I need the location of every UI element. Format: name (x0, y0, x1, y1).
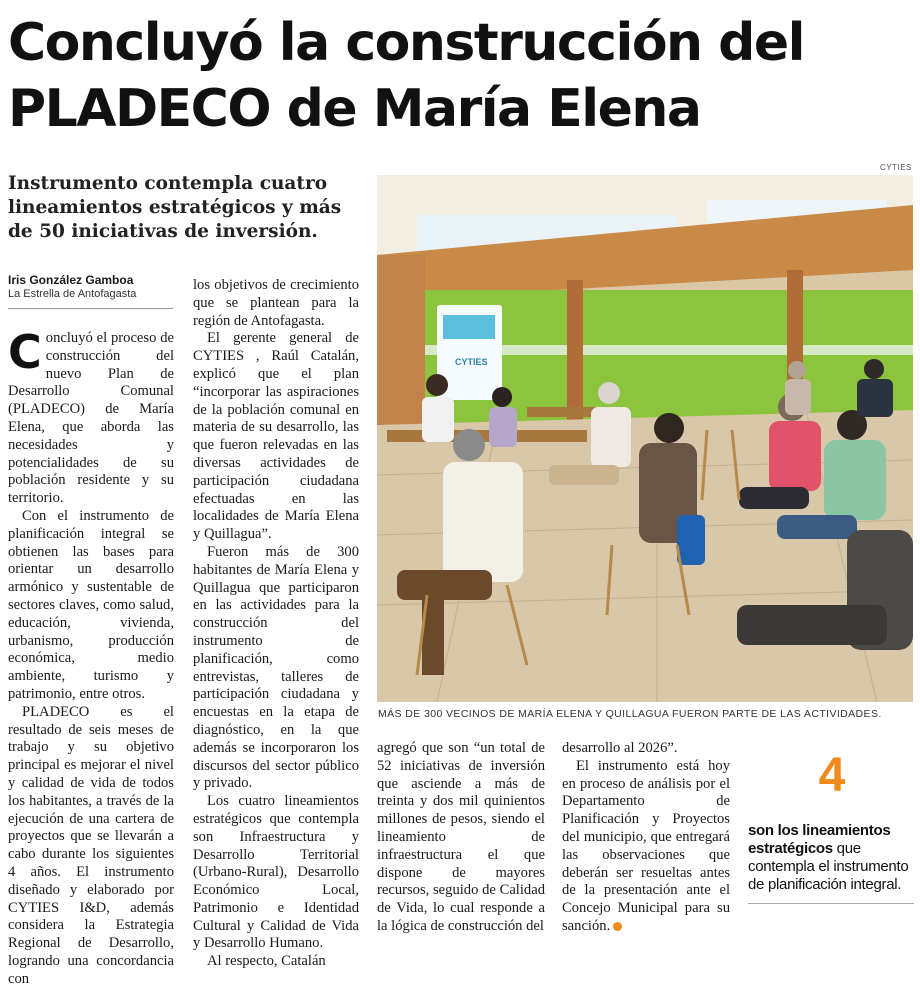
meeting-photo-illustration (377, 175, 913, 702)
stat-bold-text: son los lineamientos estratégicos (748, 822, 891, 857)
paragraph-6: Los cuatro lineamientos estratégicos que contempla son Infraestructura y Desarrollo Territorial (Urbano-Rural), Desarrollo Económico Local, Patrimonio e Identidad Cultural y Calidad de Vida y Desarrollo Humano. (193, 793, 359, 952)
photo-credit: CYTIES (880, 163, 912, 172)
headline-line-1: Concluyó la construcción del (8, 13, 804, 73)
paragraph-4: El gerente general de CYTIES , Raúl Catalán, explicó que el plan “incorporar las aspiraciones de la población comunal en materia de su desarrollo, las que fueron relevadas en las diversas actividades de participación ciudadana efectuadas en las localidades de María Elena y Quillagua”. (193, 330, 359, 543)
stat-divider (748, 903, 914, 904)
paragraph-3-continued: los objetivos de crecimiento que se plantean para la región de Antofagasta. (193, 277, 359, 329)
headline (8, 10, 913, 142)
photo-caption: MÁS DE 300 VECINOS DE MARÍA ELENA Y QUILLAGUA FUERON PARTE DE LAS ACTIVIDADES. (378, 708, 882, 720)
article-column-1 (8, 325, 174, 988)
paragraph-7: Al respecto, Catalán (207, 953, 326, 970)
byline (8, 273, 178, 301)
headline-line-2: PLADECO de María Elena (8, 79, 701, 139)
stat-description (748, 822, 916, 894)
drop-cap: C (8, 325, 42, 379)
subheadline: Instrumento contempla cuatro lineamientos estratégicos y más de 50 iniciativas de inversión. (8, 173, 342, 242)
lead-paragraph (8, 325, 174, 508)
paragraph-7-continued: agregó que son “un total de 52 iniciativas de inversión que asciende a más de treinta y dos mil quinientos millones de pesos, siendo el lineamiento de infraestructura el que dispone de mayores recursos, seguido de Calidad de Vida, lo cual responde a la lógica de construcción del (377, 740, 545, 934)
paragraph-3: PLADECO es el resultado de seis meses de trabajo y su objetivo principal es mejorar el nivel y calidad de vida de todos los habitantes, a través de la ejecución de una cartera de proyectos que se llevarán a cabo durante los siguientes 4 años. El instrumento diseñado y elaborado por CYTIES I&D, además considera la Estrategia Regional de Desarrollo, logrando una concordancia con (8, 703, 174, 987)
banner-text: CYTIES (455, 357, 488, 367)
paragraph-8-text: El instrumento está hoy en proceso de análisis por el Departamento de Planificación y Proyectos del municipio, que entregará las observaciones que deberán ser resueltas antes de la presentación ante el Concejo Municipal para su sanción. (562, 757, 730, 934)
article-column-4 (562, 740, 730, 936)
lead-paragraph-text: oncluyó el proceso de construcción del nuevo Plan de Desarrollo Comunal (PLADECO) de María Elena, que aborda las necesidades y potencialidades de su población residente y su territorio. (8, 330, 174, 507)
paragraph-5: Fueron más de 300 habitantes de María Elena y Quillagua que participaron en las actividades para la construcción del instrumento de planificación, como entrevistas, talleres de participación ciudadana y encuestas en la etapa de diagnóstico, en la que además se incorporaron los discursos del sector público y privado. (193, 543, 359, 792)
stat-number: 4 (818, 749, 846, 802)
author-name: Iris González Gamboa (8, 273, 134, 287)
byline-divider (8, 308, 173, 309)
article-column-3 (377, 740, 545, 936)
paragraph-8 (562, 758, 730, 936)
paragraph-2: Con el instrumento de planificación integral se obtienen las bases para orientar un desarrollo armónico y sustentable de sectores claves, como salud, educación, vivienda, urbanismo, producción económica, medio ambiente, turismo y patrimonio, entre otros. (8, 507, 174, 702)
article-column-2 (193, 277, 359, 971)
paragraph-7-end: desarrollo al 2026”. (562, 740, 678, 756)
outlet-name: La Estrella de Antofagasta (8, 288, 137, 300)
stat-rest-text: que contempla el instrumento de planificación integral. (748, 840, 909, 893)
article-photo (377, 175, 913, 702)
